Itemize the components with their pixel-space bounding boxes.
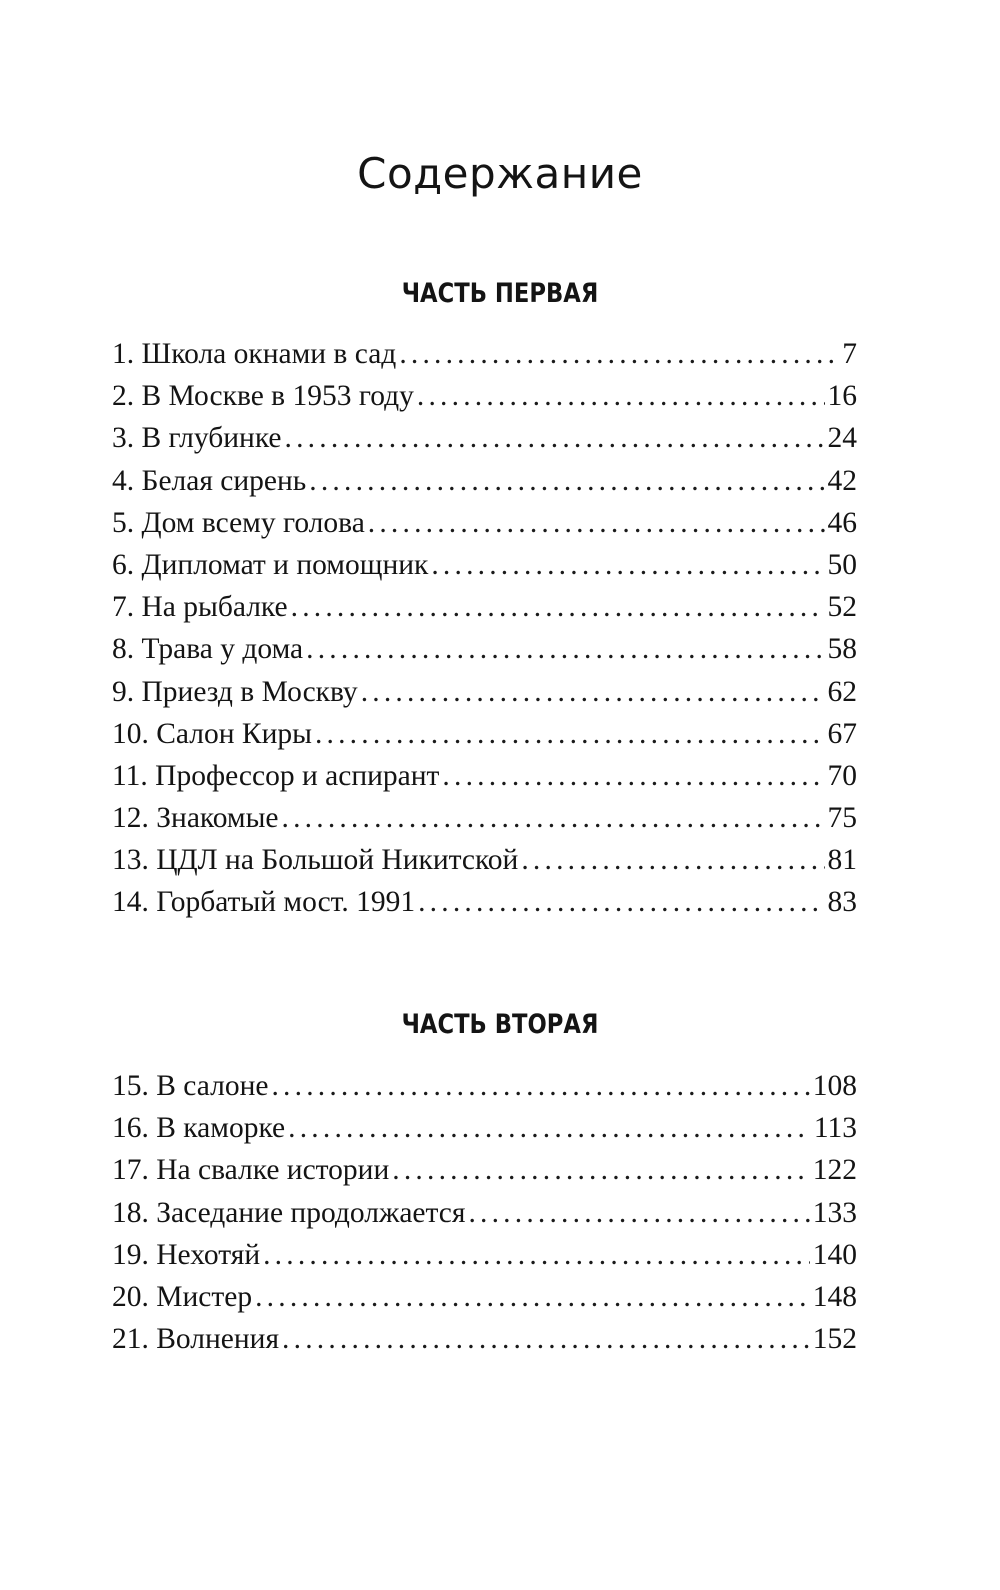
page-title: Содержание <box>357 149 643 198</box>
toc-entry <box>112 417 857 459</box>
toc-entry <box>112 755 857 797</box>
dot-leader <box>521 839 824 881</box>
entry-title: 5. Дом всему голова <box>112 506 365 539</box>
entry-title: 17. На свалке истории <box>112 1154 390 1187</box>
toc-entry <box>112 628 857 670</box>
entry-page-number: 42 <box>827 464 857 497</box>
entry-title: 14. Горбатый мост. 1991 <box>112 886 416 919</box>
toc-entry <box>112 1149 857 1191</box>
entry-title: 1. Школа окнами в сад <box>112 338 397 370</box>
dot-leader <box>442 755 824 797</box>
entry-page-number: 152 <box>812 1323 857 1356</box>
toc-entry <box>112 797 857 839</box>
toc-entry <box>112 1318 857 1360</box>
dot-leader <box>306 628 824 670</box>
dot-leader <box>392 1149 809 1191</box>
entry-page-number: 133 <box>812 1196 857 1229</box>
dot-leader <box>271 1065 809 1107</box>
entry-page-number: 16 <box>827 380 857 413</box>
toc-entry <box>112 375 857 417</box>
toc-entry <box>112 502 857 544</box>
toc-entry <box>112 881 857 923</box>
entry-title: 19. Нехотяй <box>112 1238 261 1271</box>
toc-entry <box>112 1192 857 1234</box>
toc-list-part-one <box>112 333 857 924</box>
dot-leader <box>263 1234 810 1276</box>
dot-leader <box>417 375 825 417</box>
entry-page-number: 75 <box>827 802 857 835</box>
entry-title: 20. Мистер <box>112 1280 253 1313</box>
entry-page-number: 108 <box>812 1070 857 1102</box>
toc-entry <box>112 333 857 375</box>
dot-leader <box>368 502 825 544</box>
entry-page-number: 46 <box>827 506 857 539</box>
dot-leader <box>291 586 825 628</box>
entry-title: 6. Дипломат и помощник <box>112 548 429 581</box>
dot-leader <box>399 333 839 375</box>
dot-leader <box>309 460 824 502</box>
dot-leader <box>431 544 824 586</box>
toc-entry <box>112 1107 857 1149</box>
entry-title: 15. В салоне <box>112 1070 269 1102</box>
toc-entry <box>112 544 857 586</box>
toc-entry <box>112 1234 857 1276</box>
dot-leader <box>282 797 825 839</box>
dot-leader <box>285 417 825 459</box>
entry-title: 16. В каморке <box>112 1112 286 1145</box>
toc-entry <box>112 839 857 881</box>
entry-title: 13. ЦДЛ на Большой Никитской <box>112 844 519 877</box>
dot-leader <box>315 713 825 755</box>
entry-page-number: 67 <box>827 717 857 750</box>
toc-list-part-two <box>112 1065 857 1360</box>
dot-leader <box>361 671 825 713</box>
entry-title: 7. На рыбалке <box>112 591 288 624</box>
toc-entry <box>112 586 857 628</box>
entry-page-number: 113 <box>813 1112 857 1145</box>
entry-title: 9. Приезд в Москву <box>112 675 358 708</box>
toc-entry <box>112 1065 857 1107</box>
entry-title: 2. В Москве в 1953 году <box>112 380 414 413</box>
entry-page-number: 50 <box>827 548 857 581</box>
toc-entry <box>112 671 857 713</box>
entry-title: 8. Трава у дома <box>112 633 304 666</box>
entry-title: 3. В глубинке <box>112 422 282 455</box>
entry-page-number: 140 <box>812 1238 857 1271</box>
entry-title: 12. Знакомые <box>112 802 279 835</box>
dot-leader <box>418 881 824 923</box>
toc-entry <box>112 713 857 755</box>
entry-title: 11. Профессор и аспирант <box>112 759 440 792</box>
entry-title: 18. Заседание продолжается <box>112 1196 466 1229</box>
entry-page-number: 52 <box>827 591 857 624</box>
entry-page-number: 7 <box>842 338 857 370</box>
entry-title: 21. Волнения <box>112 1323 280 1356</box>
part-heading-first: ЧАСТЬ ПЕРВАЯ <box>401 278 599 309</box>
entry-page-number: 58 <box>827 633 857 666</box>
dot-leader <box>282 1318 810 1360</box>
dot-leader <box>288 1107 811 1149</box>
entry-page-number: 81 <box>827 844 857 877</box>
toc-entry <box>112 1276 857 1318</box>
entry-title: 10. Салон Киры <box>112 717 312 750</box>
entry-page-number: 24 <box>827 422 857 455</box>
dot-leader <box>468 1192 809 1234</box>
entry-page-number: 62 <box>827 675 857 708</box>
toc-entry <box>112 460 857 502</box>
part-heading-second: ЧАСТЬ ВТОРАЯ <box>401 1009 599 1040</box>
entry-title: 4. Белая сирень <box>112 464 307 497</box>
entry-page-number: 70 <box>827 759 857 792</box>
dot-leader <box>255 1276 810 1318</box>
entry-page-number: 83 <box>827 886 857 919</box>
entry-page-number: 122 <box>812 1154 857 1187</box>
entry-page-number: 148 <box>812 1280 857 1313</box>
